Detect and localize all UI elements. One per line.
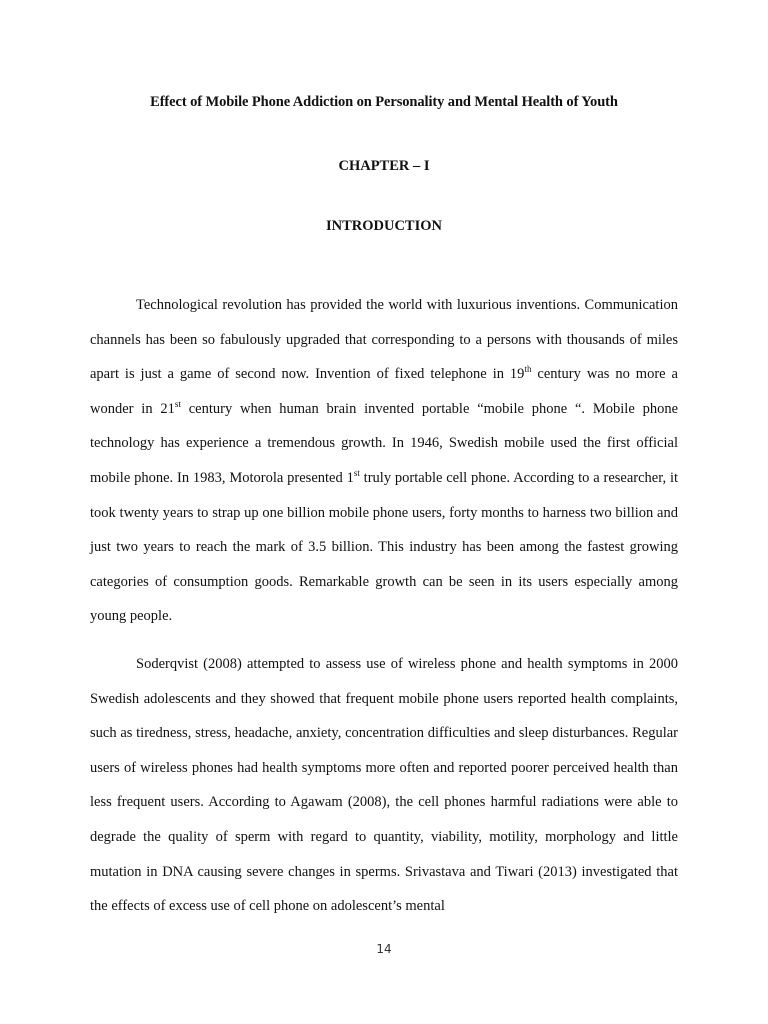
superscript: st [353,467,360,478]
paragraph-text: truly portable cell phone. According to a researcher, it took twenty years to strap up one billion mobile phone users, forty months to harness two billion and just two years to reach the mark of 3.5 billion. This industry has been among the fastest growing categories of consumption goods. Remarkable growth can be seen in its users especially among young people. [90,469,679,625]
running-head: Effect of Mobile Phone Addiction on Personality and Mental Health of Youth [150,94,618,110]
paragraph-text: century when human brain invented portable “mobile phone “. Mobile phone technology has experience a tremendous growth. In 1946, Swedish mobile used the first official mobile phone. In 1983, Motorola presented 1 [90,400,679,486]
paragraph-text: Technological revolution has provided the world with luxurious inventions. Communication channels has been so fabulously upgraded that corresponding to a persons with thousands of miles apart is just a game of second now. Invention of fixed telephone in 19 [90,297,678,383]
superscript: st [174,398,181,409]
body-paragraph-1 [90,288,678,634]
paragraph-text: century was no more a wonder in 21 [90,366,678,417]
section-title: INTRODUCTION [325,218,442,234]
page-number: 14 [376,942,392,956]
body-paragraph-2: Soderqvist (2008) attempted to assess use of wireless phone and health symptoms in 2000 Swedish adolescents and they showed that frequent mobile phone users reported health complaints, such as tiredness, stress, headache, anxiety, concentration difficulties and sleep disturbances. Regular users of wireless phones had health symptoms more often and reported poorer perceived health than less frequent users. According to Agawam (2008), the cell phones harmful radiations were able to degrade the quality of sperm with regard to quantity, viability, motility, morphology and little mutation in DNA causing severe changes in sperms. Srivastava and Tiwari (2013) investigated that the effects of excess use of cell phone on adolescent’s mental [90,656,678,915]
chapter-heading: CHAPTER – I [338,158,430,174]
superscript: th [524,364,532,375]
